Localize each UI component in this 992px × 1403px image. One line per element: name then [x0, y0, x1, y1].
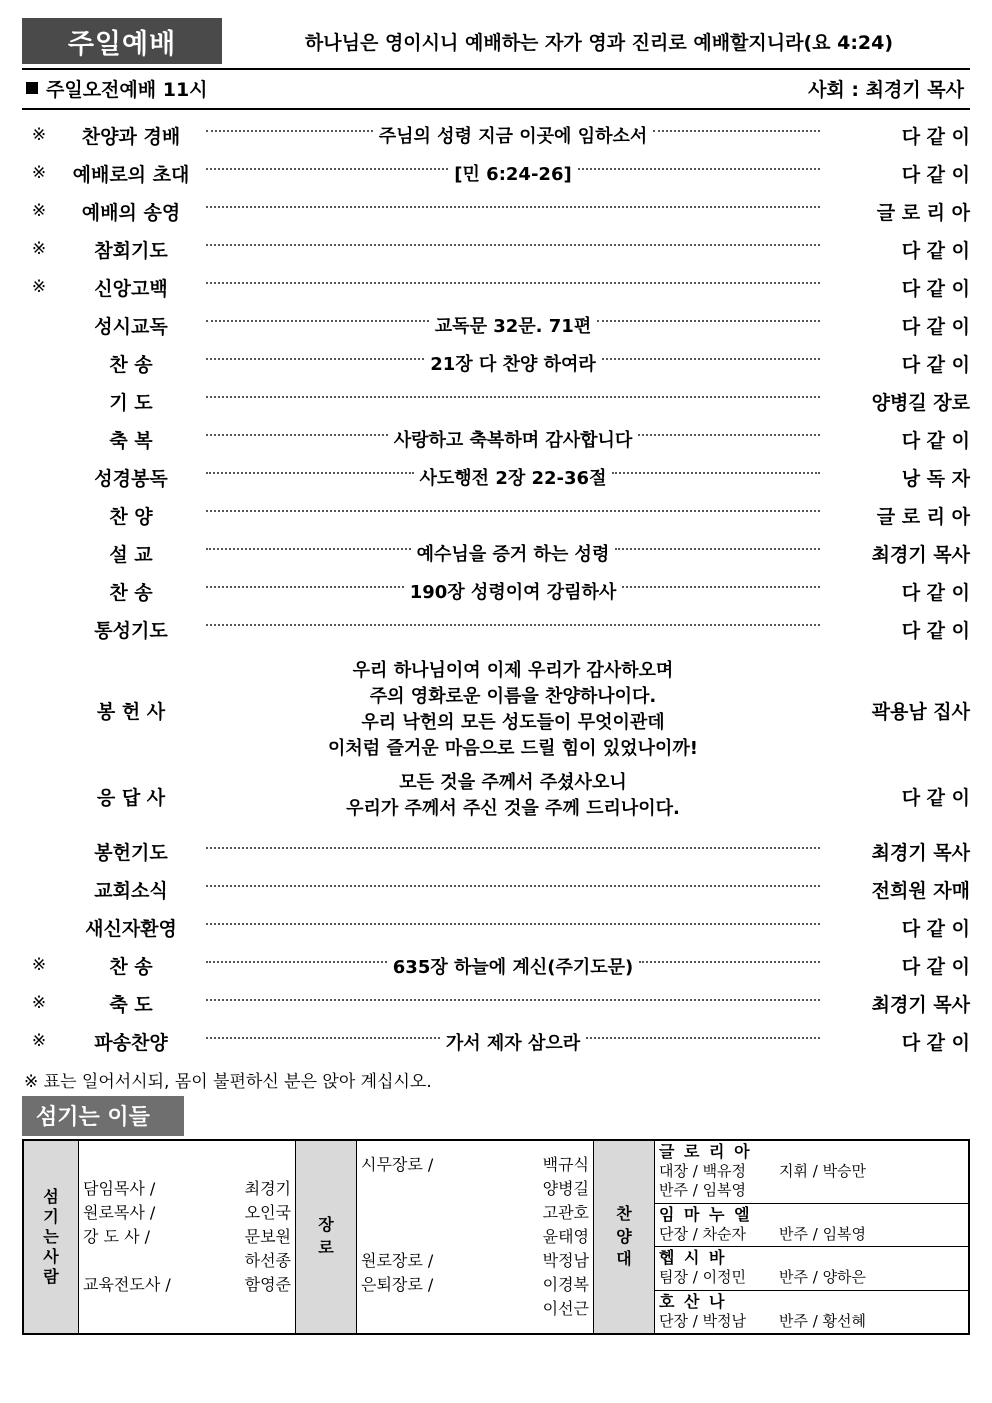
elders-cell: [357, 1140, 594, 1335]
order-mark: ※: [31, 200, 47, 221]
order-mark: [22, 534, 56, 572]
servant-name: 백규식: [542, 1154, 589, 1174]
order-mark: [22, 766, 56, 826]
order-item-label: 봉 헌 사: [96, 700, 166, 723]
table-row: [22, 306, 970, 344]
order-mark: [22, 654, 56, 766]
order-person: 다 같 이: [901, 353, 970, 376]
vertical-label-char: 찬: [616, 1204, 632, 1224]
order-person: 다 같 이: [901, 619, 970, 642]
order-person: 최경기 목사: [871, 994, 970, 1017]
servant-entry: [361, 1297, 589, 1321]
order-person: 다 같 이: [901, 315, 970, 338]
order-detail: [206, 420, 820, 458]
response-line: 모든 것을 주께서 주셨사오니: [399, 772, 627, 794]
order-item-label: 예배의 송영: [81, 201, 181, 224]
table-row: [22, 382, 970, 420]
servant-role: 원로장로 /: [361, 1250, 434, 1270]
order-detail: [206, 230, 820, 268]
order-detail: [206, 192, 820, 230]
vertical-label-char: 는: [43, 1226, 59, 1246]
order-item-label: 찬양과 경배: [81, 125, 181, 148]
table-row: [22, 230, 970, 268]
order-detail-text: 사랑하고 축복하며 감사합니다: [393, 430, 633, 451]
choir-name: 글 로 리 아: [659, 1141, 752, 1161]
order-detail: [206, 909, 820, 947]
table-row: [22, 458, 970, 496]
order-detail-text: 190장 성령이여 강림하사: [409, 582, 617, 603]
choir-member-line: [659, 1162, 964, 1182]
order-detail: [206, 534, 820, 572]
choirs-cell: [655, 1140, 970, 1335]
choir-member-right: 반주 / 황선혜: [779, 1311, 867, 1330]
offering-line: 우리 하나님이여 이제 우리가 감사하오며: [352, 660, 674, 681]
vertical-label-char: 사: [43, 1246, 59, 1266]
servants-table: [22, 1139, 970, 1336]
servant-entry: [83, 1201, 291, 1225]
table-row: [22, 1023, 970, 1061]
order-mark: [22, 572, 56, 610]
servant-entry: [361, 1177, 589, 1201]
order-person: 다 같 이: [901, 239, 970, 262]
vertical-label-char: 섬: [43, 1186, 59, 1206]
order-of-service-table-2: [22, 833, 970, 1061]
vertical-label-char: 로: [318, 1237, 334, 1257]
servant-role: 은퇴장로 /: [361, 1274, 434, 1294]
choir-head: [594, 1140, 655, 1335]
order-mark: [22, 833, 56, 871]
order-mark: [22, 610, 56, 648]
table-row-offering: [22, 654, 970, 766]
choir-block: [655, 1141, 968, 1204]
servant-entry: [83, 1273, 291, 1297]
order-person: 다 같 이: [901, 277, 970, 300]
servant-entry: [83, 1177, 291, 1201]
table-row: [22, 496, 970, 534]
service-leader: 사회 : 최경기 목사: [808, 79, 964, 101]
table-row: [22, 192, 970, 230]
order-person: 곽용남 집사: [871, 700, 970, 723]
table-row: [22, 871, 970, 909]
order-detail: [206, 947, 820, 985]
vertical-label-char: 대: [616, 1249, 632, 1268]
order-item-label: 설 교: [109, 543, 153, 566]
order-item-label: 새신자환영: [85, 918, 177, 941]
order-item-label: 신앙고백: [94, 277, 168, 300]
servant-role: 원로목사 /: [83, 1202, 156, 1222]
order-of-service-table: [22, 116, 970, 648]
choir-name: 임 마 누 엘: [659, 1204, 752, 1224]
order-item-label: 예배로의 초대: [72, 163, 190, 186]
order-person: 최경기 목사: [871, 842, 970, 865]
table-row: [22, 610, 970, 648]
order-mark: ※: [31, 993, 47, 1014]
order-detail: [206, 154, 820, 192]
servant-entry: [83, 1249, 291, 1273]
order-person: 다 같 이: [901, 429, 970, 452]
order-person: 다 같 이: [901, 125, 970, 148]
order-item-label: 성경봉독: [94, 467, 168, 490]
order-mark: [22, 871, 56, 909]
order-mark: ※: [31, 1031, 47, 1052]
servant-name: 윤태영: [542, 1226, 589, 1246]
order-mark: ※: [31, 162, 47, 183]
servant-name: 박정남: [542, 1250, 589, 1270]
order-detail: [206, 610, 820, 648]
order-item-label: 성시교독: [94, 315, 168, 338]
vertical-label-char: 람: [43, 1266, 59, 1286]
service-name: 주일오전예배 11시: [46, 79, 208, 101]
order-person: 다 같 이: [901, 956, 970, 979]
choir-block: [655, 1291, 968, 1334]
order-item-label: 참회기도: [94, 239, 168, 262]
choir-name: 호 산 나: [659, 1291, 727, 1311]
order-person: 다 같 이: [901, 581, 970, 604]
order-detail: [206, 1023, 820, 1061]
choir-member-line: [659, 1312, 964, 1332]
choir-member-right: [779, 1181, 964, 1201]
order-detail: [206, 344, 820, 382]
table-row: [22, 268, 970, 306]
choir-member-line: [659, 1181, 964, 1201]
table-row: [22, 985, 970, 1023]
servants-row-head: [23, 1140, 79, 1335]
vertical-label-char: 장: [318, 1215, 334, 1235]
order-detail-text: 635장 하늘에 계신(주기도문): [392, 956, 634, 978]
order-item-label: 찬 송: [109, 353, 153, 376]
servant-entry: [83, 1225, 291, 1249]
response-text: [206, 766, 820, 826]
table-row-response: [22, 766, 970, 826]
order-mark: ※: [31, 955, 47, 976]
offering-text: [206, 654, 820, 766]
servant-name: 양병길: [542, 1178, 589, 1198]
vertical-label-char: 양: [616, 1226, 632, 1246]
table-row: [22, 154, 970, 192]
order-item-label: 찬 송: [109, 581, 153, 604]
table-row: [22, 116, 970, 154]
response-line: 우리가 주께서 주신 것을 주께 드리나이다.: [346, 798, 680, 820]
order-mark: ※: [31, 276, 47, 297]
order-detail-text: 예수님을 증거 하는 성령: [416, 544, 610, 565]
order-detail-text: 교독문 32문. 71편: [434, 316, 592, 337]
servant-name: 이경복: [542, 1274, 589, 1294]
order-person: 글 로 리 아: [876, 201, 970, 224]
order-detail-text: 주님의 성령 지금 이곳에 임하소서: [378, 126, 648, 147]
choir-member-left: 단장 / 차순자: [659, 1224, 747, 1243]
order-mark: [22, 344, 56, 382]
order-detail: [206, 306, 820, 344]
servant-name: 문보원: [244, 1226, 291, 1246]
servant-entry: [361, 1201, 589, 1225]
order-detail-text: [민 6:24-26]: [454, 164, 572, 185]
choir-member-line: [659, 1268, 964, 1288]
order-detail: [206, 116, 820, 154]
offering-line: 주의 영화로운 이름을 찬양하나이다.: [369, 686, 657, 708]
order-item-label: 축 도: [109, 994, 153, 1017]
order-mark: [22, 306, 56, 344]
servant-name: 함영준: [244, 1274, 291, 1294]
servant-name: 최경기: [244, 1178, 291, 1198]
order-person: 다 같 이: [901, 163, 970, 186]
table-row: [22, 833, 970, 871]
order-item-label: 찬 송: [109, 956, 153, 979]
choir-member-left: 반주 / 임복영: [659, 1181, 747, 1200]
order-detail: [206, 833, 820, 871]
table-row: [22, 344, 970, 382]
order-item-label: 통성기도: [94, 619, 168, 642]
servant-entry: [361, 1249, 589, 1273]
table-row: [22, 572, 970, 610]
servant-role: 강 도 사 /: [83, 1226, 151, 1246]
servant-name: 고관호: [542, 1202, 589, 1222]
footnote: ※ 표는 일어서시되, 몸이 불편하신 분은 앉아 계십시오.: [24, 1071, 432, 1092]
servant-role: 담임목사 /: [83, 1178, 156, 1198]
order-detail: [206, 572, 820, 610]
order-detail-text: 사도행전 2장 22-36절: [419, 468, 607, 489]
order-person: 다 같 이: [901, 1032, 970, 1055]
servant-name: 오인국: [244, 1202, 291, 1222]
order-mark: [22, 909, 56, 947]
order-person: 최경기 목사: [871, 543, 970, 566]
pastors-cell: [79, 1140, 296, 1335]
offering-line: 우리 낙헌의 모든 성도들이 무엇이관데: [361, 712, 665, 734]
choir-member-left: 단장 / 박정남: [659, 1311, 747, 1330]
order-mark: [22, 496, 56, 534]
header-verse: 하나님은 영이시니 예배하는 자가 영과 진리로 예배할지니라(요 4:24): [304, 31, 894, 54]
order-person: 다 같 이: [901, 918, 970, 941]
table-row: [22, 909, 970, 947]
order-detail: [206, 268, 820, 306]
choir-block: [655, 1204, 968, 1248]
order-mark: [22, 420, 56, 458]
table-row: [22, 534, 970, 572]
service-subheader: [22, 68, 970, 110]
order-detail: [206, 985, 820, 1023]
order-person: 낭 독 자: [901, 467, 970, 490]
order-item-label: 파송찬양: [94, 1032, 168, 1055]
order-mark: ※: [31, 124, 47, 145]
bullet-square-icon: [26, 82, 38, 94]
offering-table: [22, 654, 970, 827]
choir-member-left: 팀장 / 이정민: [659, 1268, 747, 1287]
servant-entry: [361, 1273, 589, 1297]
elders-head: [296, 1140, 357, 1335]
order-person: 전희원 자매: [871, 880, 970, 903]
choir-member-right: 반주 / 양하은: [779, 1268, 867, 1287]
order-detail: [206, 496, 820, 534]
offering-line: 이처럼 즐거운 마음으로 드릴 힘이 있었나이까!: [328, 738, 698, 760]
order-person: 양병길 장로: [871, 391, 970, 414]
order-detail: [206, 382, 820, 420]
order-detail: [206, 871, 820, 909]
servant-name: 하선종: [244, 1250, 291, 1270]
choir-member-right: 반주 / 임복영: [779, 1224, 867, 1243]
page-title: 주일예배: [22, 18, 222, 64]
choir-member-line: [659, 1225, 964, 1245]
order-item-label: 축 복: [109, 429, 153, 452]
order-detail-text: 가서 제자 삼으라: [445, 1032, 581, 1054]
order-item-label: 교회소식: [94, 880, 168, 903]
order-item-label: 응 답 사: [96, 786, 166, 809]
order-person: 다 같 이: [901, 786, 970, 809]
order-mark: [22, 382, 56, 420]
choir-block: [655, 1247, 968, 1291]
choir-member-left: 대장 / 백유정: [659, 1161, 747, 1180]
header: [22, 18, 970, 64]
vertical-label-char: 기: [43, 1206, 59, 1226]
servant-name: 이선근: [542, 1298, 589, 1318]
order-item-label: 기 도: [109, 391, 153, 414]
choir-name: 헵 시 바: [659, 1248, 727, 1268]
table-row: [22, 420, 970, 458]
servant-entry: [361, 1225, 589, 1249]
table-row: [22, 947, 970, 985]
order-mark: [22, 458, 56, 496]
order-detail: [206, 458, 820, 496]
servants-section-title: 섬기는 이들: [22, 1096, 184, 1136]
order-item-label: 찬 양: [109, 505, 153, 528]
order-person: 글 로 리 아: [876, 505, 970, 528]
order-mark: ※: [31, 238, 47, 259]
servant-role: 시무장로 /: [361, 1154, 434, 1174]
servant-entry: [361, 1153, 589, 1177]
choir-member-right: 지휘 / 박승만: [779, 1161, 867, 1180]
order-item-label: 봉헌기도: [94, 842, 168, 865]
order-detail-text: 21장 다 찬양 하여라: [430, 354, 596, 375]
servant-role: 교육전도사 /: [83, 1274, 171, 1294]
